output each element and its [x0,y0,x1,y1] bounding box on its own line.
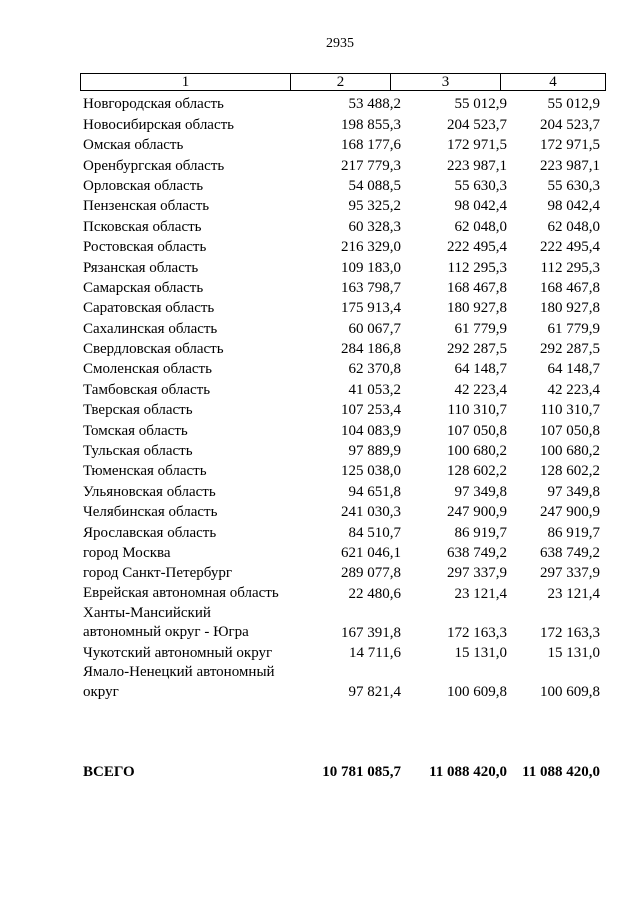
region-name: Тверская область [83,402,193,419]
value-col-2: 22 480,6 [348,585,401,602]
value-col-2: 60 067,7 [348,320,401,337]
value-col-3: 128 602,2 [447,463,507,480]
table-row [83,420,603,440]
table-header [80,73,606,91]
table-row [83,379,603,399]
table-row [83,461,603,481]
value-col-2: 95 325,2 [348,198,401,215]
table-row [83,563,603,583]
value-col-3: 15 131,0 [454,645,507,662]
region-name: Ханты-Мансийский автономный округ - Югра [83,604,249,641]
table-row [83,543,603,563]
region-name: Ростовская область [83,239,207,256]
value-col-4: 180 927,8 [540,300,600,317]
table-row [83,176,603,196]
region-name: Ярославская область [83,524,217,541]
total-value-col-2: 10 781 085,7 [322,764,401,780]
region-name: Самарская область [83,279,204,296]
value-col-4: 23 121,4 [547,585,600,602]
value-col-3: 297 337,9 [447,565,507,582]
value-col-2: 284 186,8 [341,341,401,358]
value-col-3: 100 680,2 [447,443,507,460]
header-col-4: 4 [549,74,557,90]
value-col-3: 222 495,4 [447,239,507,256]
table-row [83,196,603,216]
value-col-2: 104 083,9 [341,422,401,439]
region-name: Новосибирская область [83,116,235,133]
value-col-4: 55 012,9 [547,96,600,113]
region-name: Саратовская область [83,300,215,317]
table-row [83,135,603,155]
region-name: Тюменская область [83,463,207,480]
table-row [83,502,603,522]
value-col-2: 94 651,8 [348,483,401,500]
region-name: Оренбургская область [83,157,225,174]
value-col-4: 86 919,7 [547,524,600,541]
value-col-2: 241 030,3 [341,504,401,521]
value-col-4: 247 900,9 [540,504,600,521]
header-col-1: 1 [81,74,291,90]
value-col-4: 55 630,3 [547,177,600,194]
region-name: Псковская область [83,218,202,235]
value-col-3: 172 971,5 [447,137,507,154]
table-row [83,216,603,236]
value-col-4: 42 223,4 [547,381,600,398]
table-row [83,94,603,114]
region-name: Пензенская область [83,198,210,215]
table-row [83,339,603,359]
value-col-4: 297 337,9 [540,565,600,582]
table-row [83,583,603,603]
value-col-3: 172 163,3 [447,624,507,641]
value-col-3: 55 012,9 [454,96,507,113]
table-row [83,318,603,338]
region-name: Тульская область [83,443,193,460]
value-col-2: 621 046,1 [341,544,401,561]
value-col-3: 97 349,8 [454,483,507,500]
value-col-2: 97 889,9 [348,443,401,460]
value-col-2: 168 177,6 [341,137,401,154]
value-col-4: 638 749,2 [540,544,600,561]
region-name: Смоленская область [83,361,212,378]
value-col-4: 100 680,2 [540,443,600,460]
value-col-4: 98 042,4 [547,198,600,215]
value-col-2: 60 328,3 [348,218,401,235]
value-col-2: 62 370,8 [348,361,401,378]
value-col-3: 247 900,9 [447,504,507,521]
region-name: Тамбовская область [83,381,211,398]
value-col-4: 112 295,3 [540,259,600,276]
value-col-3: 42 223,4 [454,381,507,398]
value-col-4: 168 467,8 [540,279,600,296]
value-col-3: 98 042,4 [454,198,507,215]
value-col-2: 84 510,7 [348,524,401,541]
region-name: Челябинская область [83,504,218,521]
region-name: город Санкт-Петербург [83,565,232,582]
total-value-col-4: 11 088 420,0 [522,764,600,780]
value-col-2: 198 855,3 [341,116,401,133]
value-col-2: 167 391,8 [341,624,401,641]
value-col-4: 223 987,1 [540,157,600,174]
value-col-3: 86 919,7 [454,524,507,541]
value-col-3: 112 295,3 [447,259,507,276]
value-col-2: 217 779,3 [341,157,401,174]
value-col-3: 292 287,5 [447,341,507,358]
value-col-2: 289 077,8 [341,565,401,582]
table-row [83,481,603,501]
value-col-3: 107 050,8 [447,422,507,439]
value-col-2: 97 821,4 [348,684,401,701]
value-col-2: 53 488,2 [348,96,401,113]
value-col-3: 638 749,2 [447,544,507,561]
region-name: Ямало-Ненецкий автономный округ [83,664,275,700]
table-row [83,237,603,257]
value-col-3: 180 927,8 [447,300,507,317]
table-row [83,114,603,134]
table-row [83,257,603,277]
value-col-3: 100 609,8 [447,684,507,701]
value-col-2: 54 088,5 [348,177,401,194]
value-col-3: 64 148,7 [454,361,507,378]
table-row [83,278,603,298]
region-name: Чукотский автономный округ [83,644,273,661]
value-col-4: 128 602,2 [540,463,600,480]
value-col-2: 216 329,0 [341,239,401,256]
value-col-2: 175 913,4 [341,300,401,317]
table-row [83,643,603,663]
table-row [83,604,603,643]
header-col-3: 3 [391,74,501,90]
table-row [83,663,603,702]
total-label: ВСЕГО [83,764,135,780]
value-col-4: 100 609,8 [540,684,600,701]
value-col-4: 64 148,7 [547,361,600,378]
region-name: Орловская область [83,177,204,194]
header-col-2: 2 [291,74,391,90]
region-name: город Москва [83,544,171,561]
value-col-4: 61 779,9 [547,320,600,337]
value-col-4: 97 349,8 [547,483,600,500]
value-col-4: 222 495,4 [540,239,600,256]
region-name: Ульяновская область [83,483,216,500]
value-col-4: 15 131,0 [547,645,600,662]
value-col-2: 125 038,0 [341,463,401,480]
value-col-3: 204 523,7 [447,116,507,133]
region-name: Свердловская область [83,341,224,358]
table-row [83,441,603,461]
value-col-2: 14 711,6 [349,645,401,662]
value-col-3: 110 310,7 [447,402,507,419]
table-row [83,155,603,175]
value-col-2: 109 183,0 [341,259,401,276]
table-row [83,400,603,420]
value-col-4: 172 971,5 [540,137,600,154]
table-row [83,359,603,379]
total-row [83,762,603,782]
value-col-3: 23 121,4 [454,585,507,602]
value-col-4: 172 163,3 [540,624,600,641]
value-col-3: 223 987,1 [447,157,507,174]
total-value-col-3: 11 088 420,0 [429,764,507,780]
table-row [83,522,603,542]
value-col-2: 163 798,7 [341,279,401,296]
value-col-4: 62 048,0 [547,218,600,235]
page-number: 2935 [326,36,354,51]
region-name: Рязанская область [83,259,199,276]
value-col-4: 110 310,7 [540,402,600,419]
value-col-3: 61 779,9 [454,320,507,337]
region-name: Томская область [83,422,188,439]
region-name: Сахалинская область [83,320,218,337]
value-col-4: 204 523,7 [540,116,600,133]
value-col-2: 41 053,2 [348,381,401,398]
value-col-3: 168 467,8 [447,279,507,296]
region-name: Еврейская автономная область [83,585,279,602]
region-name: Новгородская область [83,96,224,113]
region-name: Омская область [83,137,184,154]
value-col-2: 107 253,4 [341,402,401,419]
table-body [83,94,603,702]
value-col-3: 62 048,0 [454,218,507,235]
value-col-3: 55 630,3 [454,177,507,194]
table-row [83,298,603,318]
value-col-4: 292 287,5 [540,341,600,358]
value-col-4: 107 050,8 [540,422,600,439]
